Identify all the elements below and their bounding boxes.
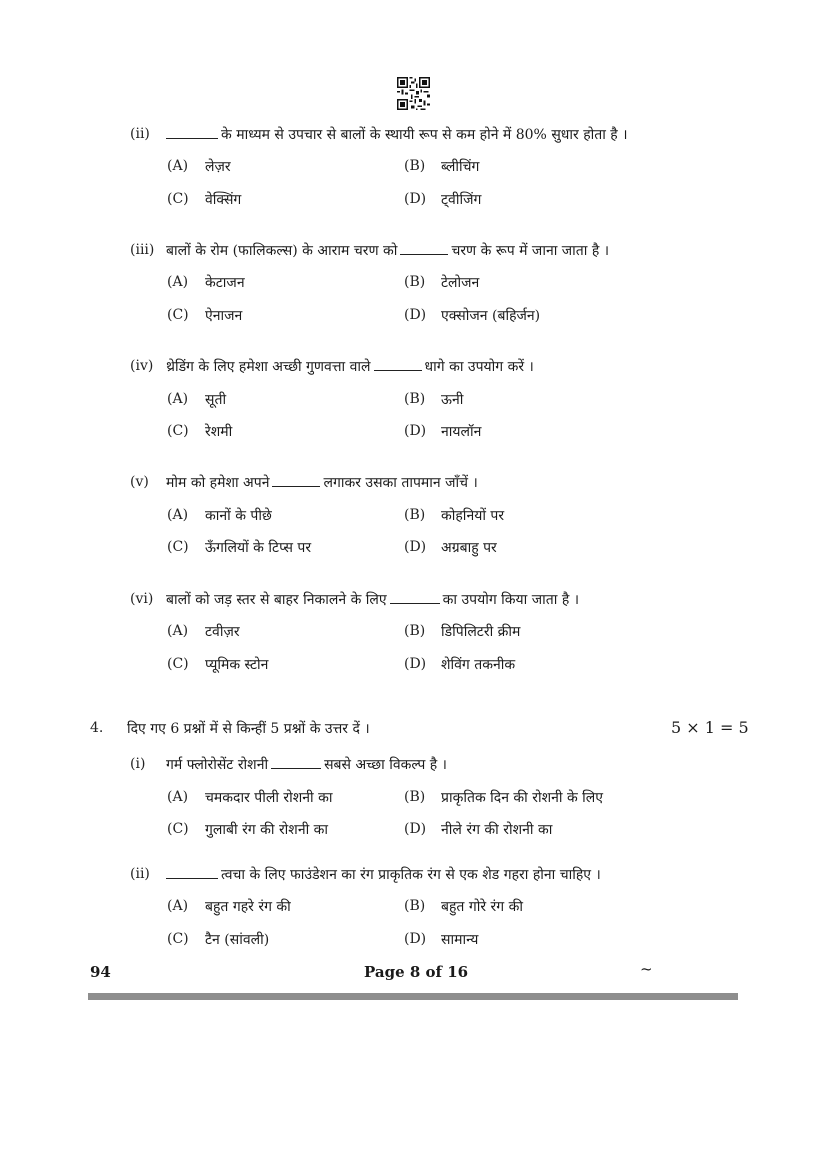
option-text: सामान्य	[441, 932, 479, 948]
option-label: (B)	[404, 623, 426, 639]
question-number: (iv)	[130, 358, 154, 374]
option-label: (C)	[167, 656, 189, 672]
option-label: (C)	[167, 821, 189, 837]
option-text: ब्लीचिंग	[441, 159, 480, 175]
option-text: ट्वीजिंग	[441, 192, 482, 208]
option-label: (A)	[167, 789, 189, 805]
option-label: (B)	[404, 507, 426, 523]
question-number: (v)	[130, 474, 149, 490]
option-text: ऐनाजन	[205, 308, 243, 324]
option-label: (A)	[167, 623, 189, 639]
option-text: टवीज़र	[205, 624, 240, 640]
option-label: (A)	[167, 391, 189, 407]
footer-mark: ~	[640, 960, 653, 978]
option-text: बहुत गहरे रंग की	[205, 899, 291, 915]
blank-line	[374, 369, 422, 371]
option-text: प्राकृतिक दिन की रोशनी के लिए	[441, 790, 604, 806]
option-text: टेलोजन	[441, 275, 480, 291]
blank-line	[272, 485, 320, 487]
option-text: नीले रंग की रोशनी का	[441, 822, 553, 838]
option-label: (A)	[167, 507, 189, 523]
question-text: के माध्यम से उपचार से बालों के स्थायी रूप से कम होने में 80% सुधार होता है ।	[166, 125, 628, 144]
option-label: (B)	[404, 158, 426, 174]
option-text: कोहनियों पर	[441, 508, 505, 524]
option-label: (B)	[404, 274, 426, 290]
option-text: बहुत गोरे रंग की	[441, 899, 523, 915]
option-text: नायलॉन	[441, 424, 482, 440]
question-text: थ्रेडिंग के लिए हमेशा अच्छी गुणवत्ता वाले धागे का उपयोग करें ।	[166, 359, 534, 375]
option-label: (A)	[167, 274, 189, 290]
option-label: (C)	[167, 423, 189, 439]
option-text: शेविंग तकनीक	[441, 657, 516, 673]
option-label: (A)	[167, 158, 189, 174]
paper-code: 94	[90, 963, 111, 981]
option-text: लेज़र	[205, 159, 231, 175]
option-label: (D)	[404, 191, 427, 207]
page-number: Page 8 of 16	[364, 963, 469, 981]
option-text: कानों के पीछे	[205, 508, 272, 524]
option-label: (D)	[404, 307, 427, 323]
option-label: (C)	[167, 191, 189, 207]
section-marks: 5 × 1 = 5	[671, 718, 749, 737]
option-text: एक्सोजन (बहिर्जन)	[441, 308, 541, 324]
section-number: 4.	[90, 720, 104, 736]
footer-divider	[88, 993, 738, 1000]
question-text: त्वचा के लिए फाउंडेशन का रंग प्राकृतिक रंग से एक शेड गहरा होना चाहिए ।	[166, 865, 601, 884]
option-label: (C)	[167, 307, 189, 323]
option-label: (D)	[404, 656, 427, 672]
blank-line	[390, 602, 440, 604]
option-text: सूती	[205, 392, 227, 408]
option-text: चमकदार पीली रोशनी का	[205, 790, 333, 806]
question-text: बालों के रोम (फालिकल्स) के आराम चरण को चरण के रूप में जाना जाता है ।	[166, 243, 610, 259]
blank-line	[166, 137, 218, 139]
option-label: (B)	[404, 391, 426, 407]
option-label: (C)	[167, 539, 189, 555]
question-number: (ii)	[130, 866, 150, 882]
option-text: वेक्सिंग	[205, 192, 242, 208]
blank-line	[400, 253, 448, 255]
question-text: गर्म फ्लोरोसेंट रोशनी सबसे अच्छा विकल्प है ।	[166, 757, 447, 773]
option-label: (A)	[167, 898, 189, 914]
option-text: प्यूमिक स्टोन	[205, 657, 269, 673]
option-text: डिपिलिटरी क्रीम	[441, 624, 521, 640]
option-label: (D)	[404, 931, 427, 947]
option-text: रेशमी	[205, 424, 233, 440]
option-label: (D)	[404, 539, 427, 555]
qr-code-icon	[397, 77, 430, 110]
option-text: गुलाबी रंग की रोशनी का	[205, 822, 329, 838]
question-number: (ii)	[130, 126, 150, 142]
option-text: ऊनी	[441, 392, 464, 408]
blank-line	[166, 877, 218, 879]
option-text: केटाजन	[205, 275, 245, 291]
question-number: (vi)	[130, 591, 154, 607]
blank-line	[271, 767, 321, 769]
option-label: (D)	[404, 821, 427, 837]
question-text: बालों को जड़ स्तर से बाहर निकालने के लिए का उपयोग किया जाता है ।	[166, 592, 580, 608]
option-label: (C)	[167, 931, 189, 947]
section-instruction: दिए गए 6 प्रश्नों में से किन्हीं 5 प्रश्नों के उत्तर दें ।	[127, 721, 370, 737]
question-text: मोम को हमेशा अपने लगाकर उसका तापमान जाँचें ।	[166, 475, 478, 491]
option-text: अग्रबाहु पर	[441, 540, 497, 556]
question-number: (i)	[130, 756, 146, 772]
question-number: (iii)	[130, 242, 155, 258]
option-label: (B)	[404, 789, 426, 805]
option-text: ऊँगलियों के टिप्स पर	[205, 540, 312, 556]
option-label: (B)	[404, 898, 426, 914]
option-label: (D)	[404, 423, 427, 439]
option-text: टैन (सांवली)	[205, 932, 270, 948]
